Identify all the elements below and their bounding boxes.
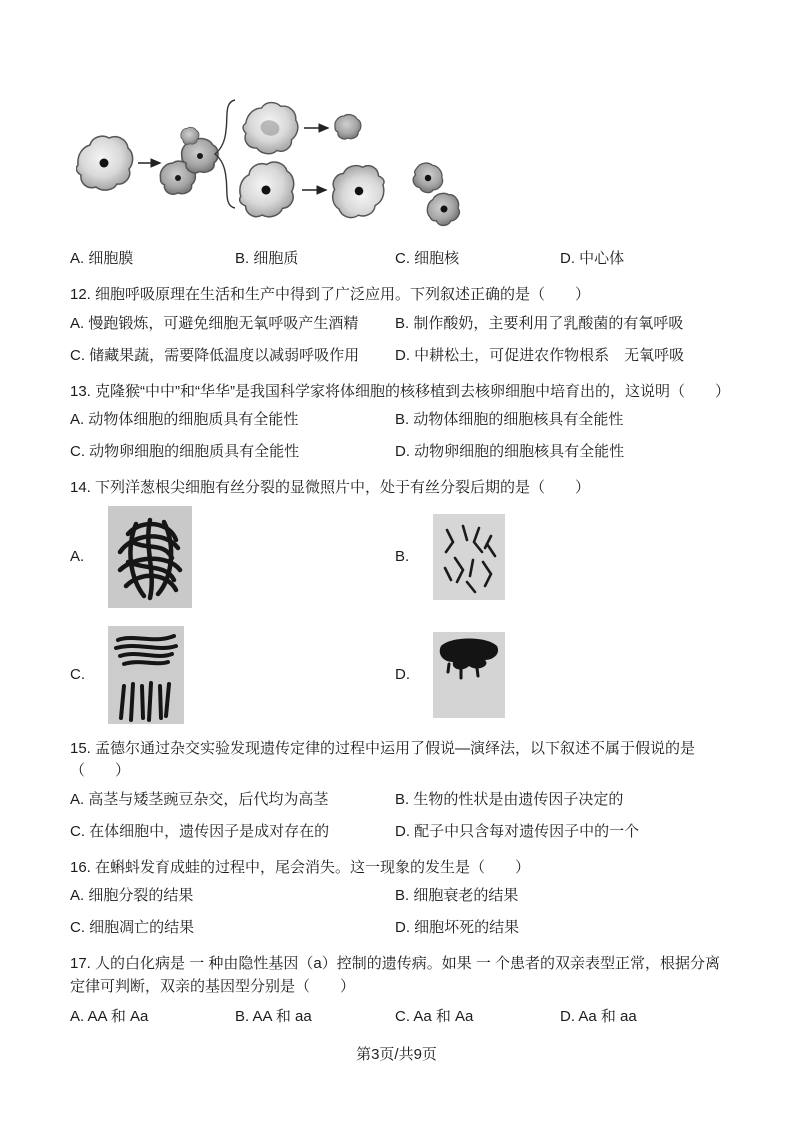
question-17-options	[70, 1006, 723, 1028]
option-17-c: C. Aa 和 Aa	[395, 1008, 474, 1025]
option-15-d: D. 配子中只含每对遗传因子中的一个	[395, 822, 640, 840]
option-11-b: B. 细胞质	[235, 250, 299, 267]
option-16-a: A. 细胞分裂的结果	[70, 887, 194, 904]
option-13-d: D. 动物卵细胞的细胞核具有全能性	[395, 443, 625, 460]
option-11-c: C. 细胞核	[395, 250, 460, 267]
upper-daughter-cell	[335, 115, 361, 139]
small-daughter-cell-2	[422, 187, 465, 230]
dividing-cell	[160, 127, 218, 194]
option-15-c: C. 在体细胞中，遗传因子是成对存在的	[70, 822, 330, 840]
micrograph-a	[108, 506, 192, 608]
micrograph-cell-c	[70, 626, 395, 724]
parent-cell	[76, 136, 132, 190]
question-16-options	[70, 885, 723, 939]
exam-content	[0, 90, 793, 1066]
question-13-options	[70, 409, 723, 463]
option-11-a: A. 细胞膜	[70, 250, 134, 267]
question-11-options	[70, 248, 723, 270]
cell-division-figure	[76, 90, 476, 240]
question-13-stem: 13. 克隆猴“中中”和“华华”是我国科学家将体细胞的核移植到去核卵细胞中培育出的，这说明（ ）	[70, 382, 731, 400]
micrograph-cell-a	[70, 506, 395, 608]
micrograph-d	[433, 632, 505, 718]
micrograph-cell-d	[395, 626, 723, 724]
option-16-d: D. 细胞坏死的结果	[395, 919, 520, 936]
question-14-stem: 14. 下列洋葱根尖细胞有丝分裂的显微照片中，处于有丝分裂后期的是（ ）	[70, 479, 591, 496]
option-13-b: B. 动物体细胞的细胞核具有全能性	[395, 411, 624, 428]
question-15-stem: 15. 孟德尔通过杂交实验发现遗传定律的过程中运用了假说—演绎法，以下叙述不属于假说的是（ ）	[70, 739, 696, 779]
option-16-b: B. 细胞衰老的结果	[395, 887, 519, 904]
option-12-a: A. 慢跑锻炼，可避免细胞无氧呼吸产生酒精	[70, 314, 359, 332]
micrograph-label-a: A.	[70, 547, 85, 565]
option-17-d: D. Aa 和 aa	[560, 1008, 637, 1025]
upper-branch-cell	[238, 97, 303, 160]
option-11-d: D. 中心体	[560, 250, 625, 267]
option-12-c: C. 储藏果蔬，需要降低温度以减弱呼吸作用	[70, 346, 360, 364]
question-15-options	[70, 789, 723, 843]
page-number: 第3页/共9页	[356, 1046, 437, 1063]
question-16-stem: 16. 在蝌蚪发育成蛙的过程中，尾会消失。这一现象的发生是（ ）	[70, 858, 531, 876]
cell-division-diagram	[76, 90, 723, 240]
micrograph-c	[108, 626, 184, 724]
option-13-c: C. 动物卵细胞的细胞质具有全能性	[70, 443, 300, 460]
option-12-b: B. 制作酸奶，主要利用了乳酸菌的有氧呼吸	[395, 314, 684, 332]
option-15-b: B. 生物的性状是由遗传因子决定的	[395, 790, 624, 808]
option-12-d: D. 中耕松土，可促进农作物根系 无氧呼吸	[395, 346, 685, 364]
nucleus-dot	[100, 159, 109, 168]
question-17-stem: 17. 人的白化病是 一 种由隐性基因（a）控制的遗传病。如果 一 个患者的双亲表型正常，根据分离定律可判断，双亲的基因型分别是（ ）	[70, 955, 721, 995]
question-12-stem: 12. 细胞呼吸原理在生活和生产中得到了广泛应用。下列叙述正确的是（ ）	[70, 286, 591, 303]
option-17-a: A. AA 和 Aa	[70, 1008, 149, 1025]
micrograph-label-b: B.	[395, 547, 410, 565]
question-14-micrographs	[70, 506, 723, 724]
option-17-b: B. AA 和 aa	[235, 1008, 312, 1025]
question-12-options	[70, 313, 723, 367]
lower-daughter-cell	[328, 161, 390, 221]
micrograph-label-d: D.	[395, 665, 410, 683]
option-15-a: A. 高茎与矮茎豌豆杂交，后代均为高茎	[70, 790, 329, 808]
micrograph-cell-b	[395, 506, 723, 608]
lower-branch-cell	[234, 159, 299, 222]
micrograph-label-c: C.	[70, 665, 85, 683]
option-13-a: A. 动物体细胞的细胞质具有全能性	[70, 411, 299, 428]
small-daughter-cell-1	[408, 157, 449, 198]
micrograph-b	[433, 514, 505, 600]
option-16-c: C. 细胞凋亡的结果	[70, 919, 195, 936]
